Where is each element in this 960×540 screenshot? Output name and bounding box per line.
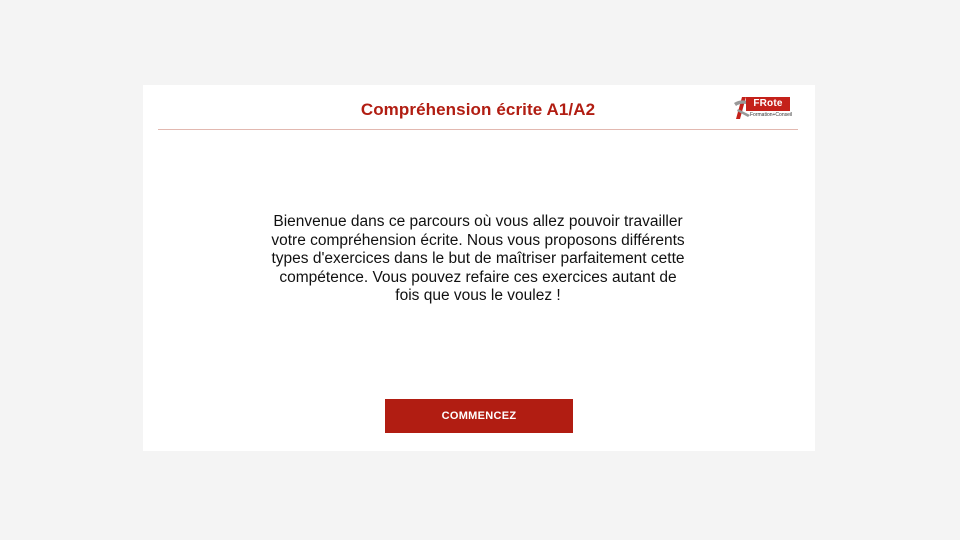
logo — [732, 95, 796, 125]
page-title: Compréhension écrite A1/A2 — [360, 100, 596, 119]
intro-text: Bienvenue dans ce parcours où vous allez pouvoir travailler votre compréhension écrite. Nous vous proposons différents types d'exercices dans le but de maîtriser parfaitement cette compétence. Vous pouvez refaire ces exercices autant de fois que vous le voulez ! — [271, 213, 685, 304]
content-card — [143, 85, 815, 451]
logo-subtitle: Formation+Conseil — [750, 112, 793, 118]
header — [158, 85, 798, 130]
logo-badge: FRote — [746, 97, 790, 111]
start-button[interactable]: COMMENCEZ — [385, 399, 573, 433]
